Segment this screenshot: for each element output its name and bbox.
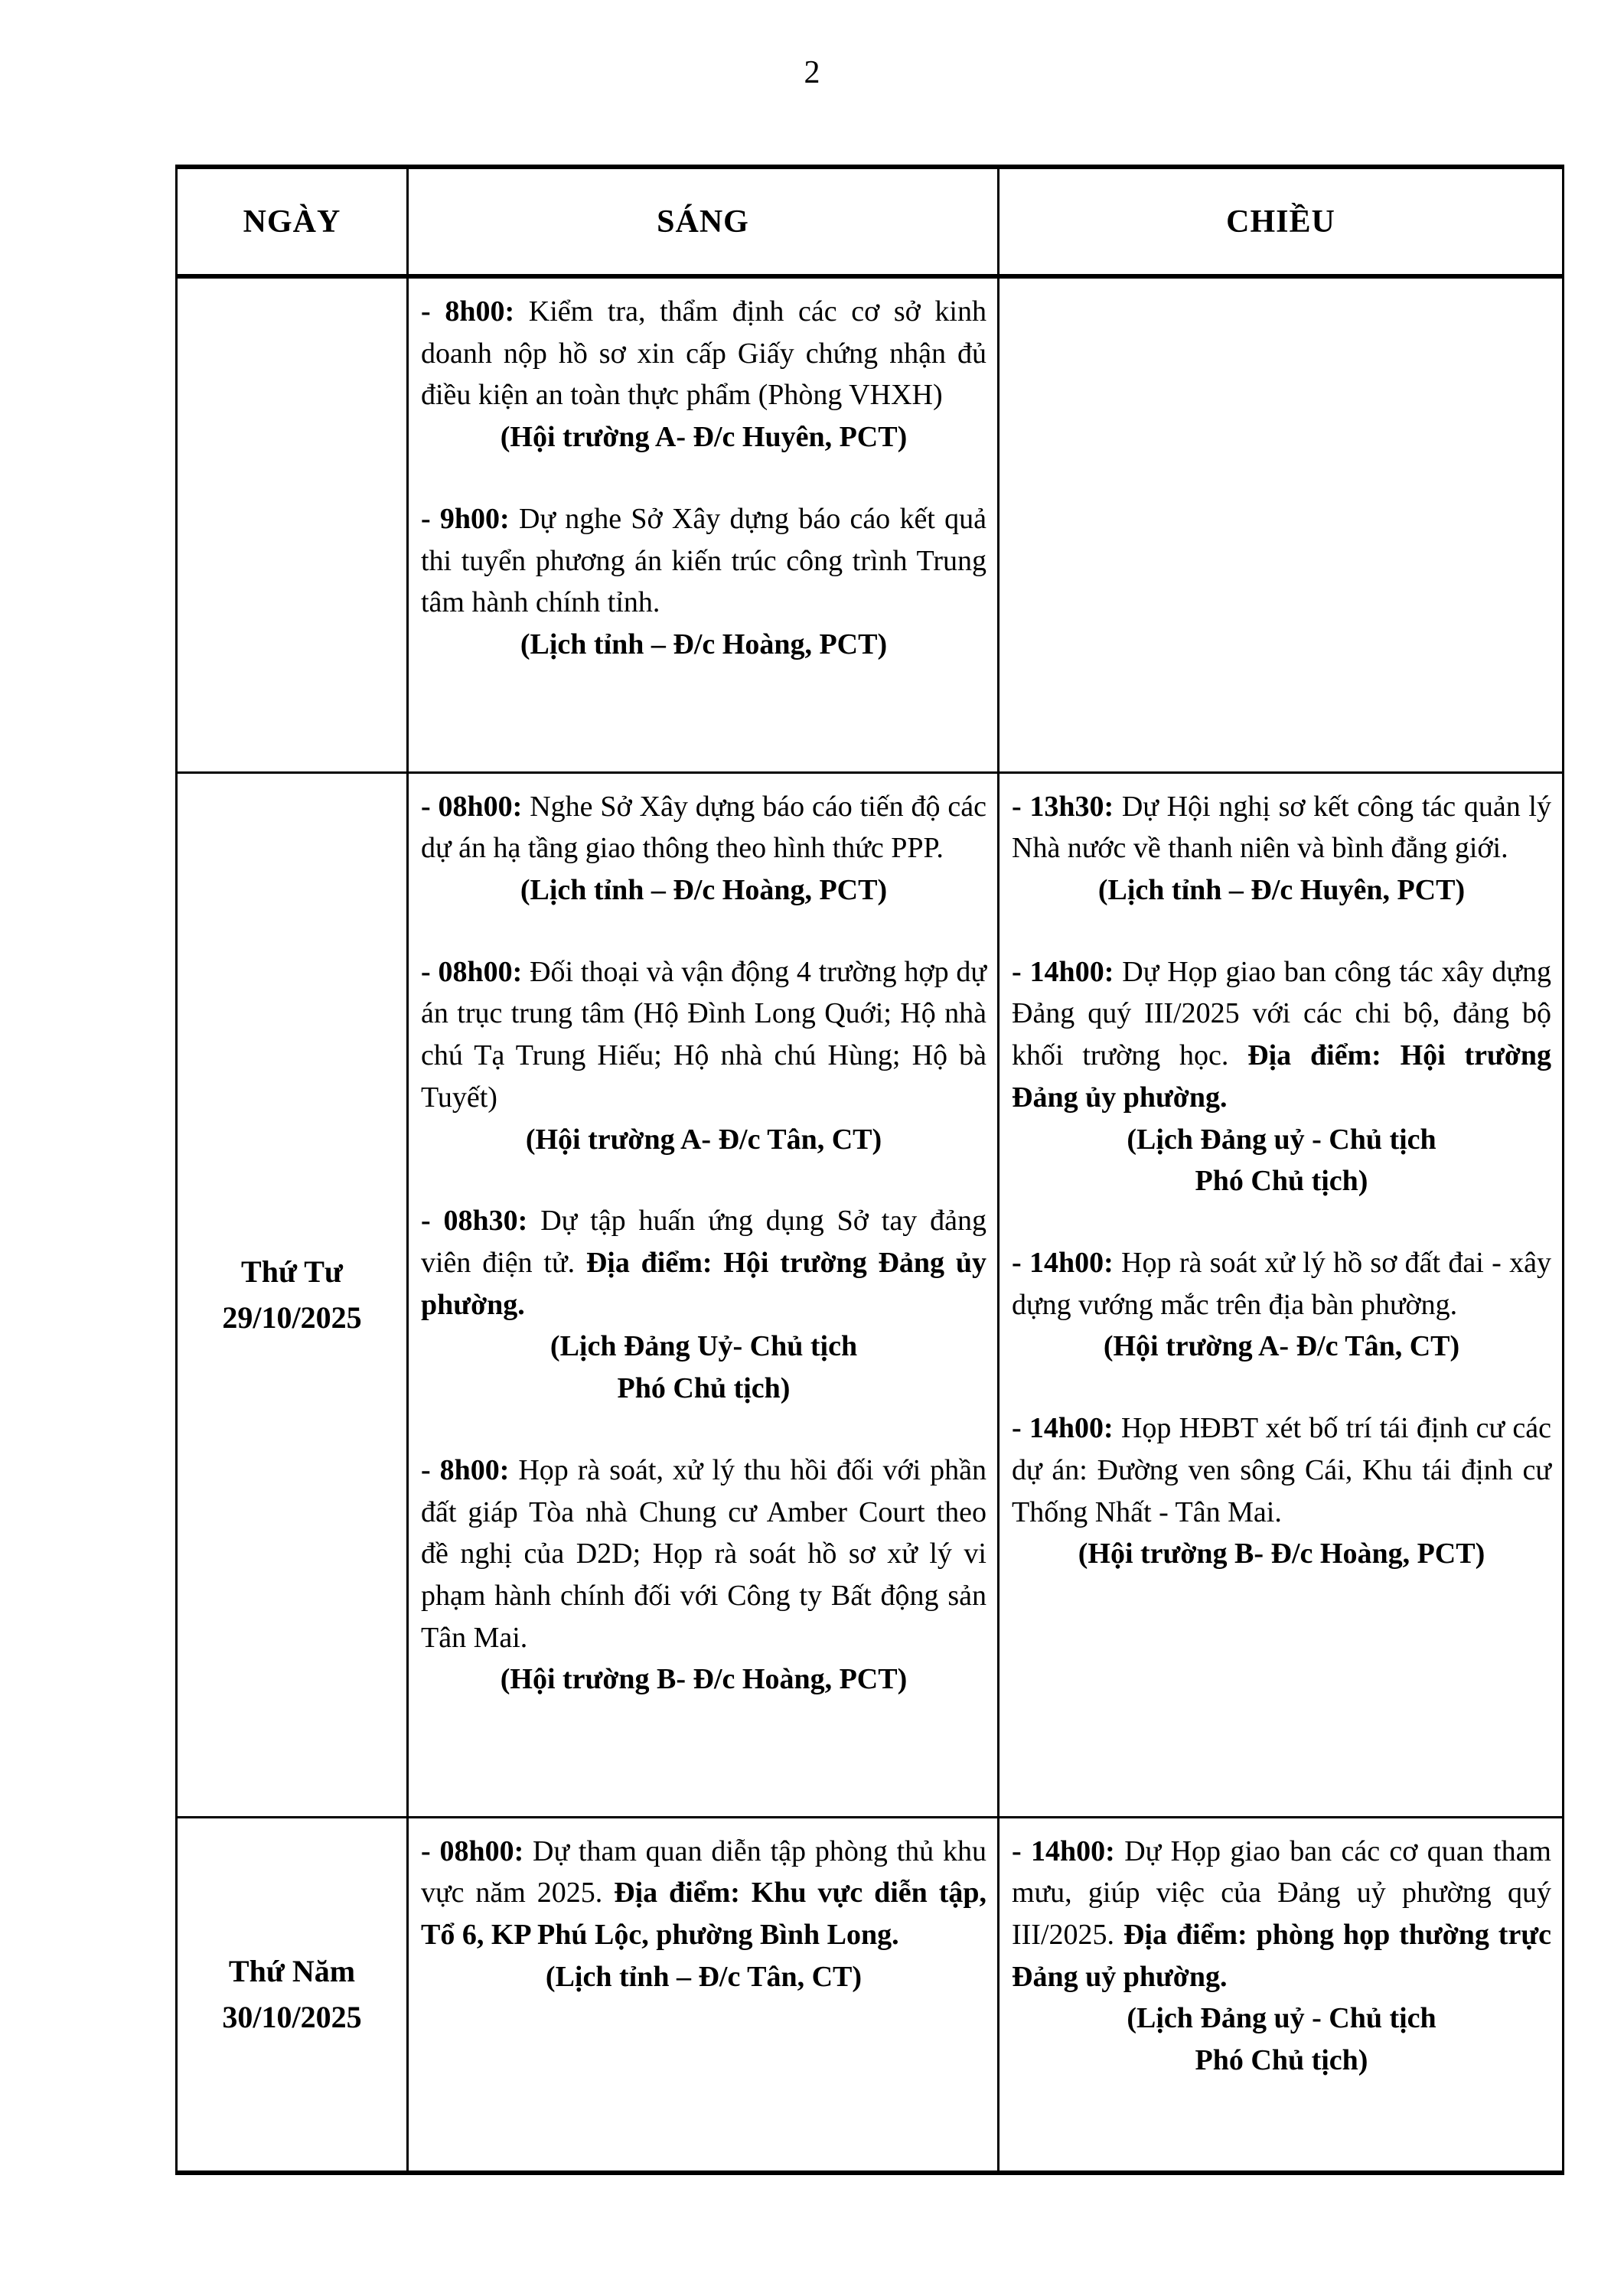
entry-location: (Hội trường A- Đ/c Huyên, PCT) <box>500 421 908 454</box>
morning-cell <box>408 1817 999 2173</box>
entry-text <box>421 951 986 1119</box>
entry-location: (Lịch Đảng uỷ - Chủ tịch <box>1127 1123 1436 1156</box>
schedule-row <box>177 1817 1564 2173</box>
entry-segment: Kiểm tra, thẩm định các cơ sở kinh doanh nộp hồ sơ xin cấp Giấy chứng nhận đủ điều kiện an toàn thực phẩm (Phòng VHXH) <box>421 295 986 412</box>
entry-emphasis: Địa điểm: Hội trường Đảng ủy phường. <box>421 1246 986 1321</box>
entry-segment: Họp rà soát, xử lý thu hồi đối với phần đất giáp Tòa nhà Chung cư Amber Court theo đề nghị của D2D; Họp rà soát hồ sơ xử lý vi phạm hành chính đối với Công ty Bất động sản Tân Mai. <box>421 1453 986 1654</box>
entry-time: - 14h00: <box>1012 1835 1115 1867</box>
entry-location: (Lịch Đảng uỷ - Chủ tịch <box>1127 2002 1436 2035</box>
entry-text <box>421 291 986 416</box>
entry-emphasis: Địa điểm: phòng họp thường trực Đảng uỷ phường. <box>1012 1918 1551 1993</box>
entry-segment: Họp HĐBT xét bố trí tái định cư các dự án: Đường ven sông Cái, Khu tái định cư Thống Nhất - Tân Mai. <box>1012 1412 1551 1528</box>
date-line: Thứ Tư <box>241 1254 343 1289</box>
entry-location: (Hội trường A- Đ/c Tân, CT) <box>525 1123 882 1156</box>
entry-segment: Đối thoại và vận động 4 trường hợp dự án trục trung tâm (Hộ Đình Long Quới; Hộ nhà chú Tạ Trung Hiếu; Hộ nhà chú Hùng; Hộ bà Tuyết) <box>421 955 986 1114</box>
date-line: 30/10/2025 <box>222 1999 362 2034</box>
schedule-row <box>177 772 1564 1817</box>
entry-location: (Lịch Đảng Uỷ- Chủ tịch <box>549 1330 858 1363</box>
schedule-entry <box>421 1450 986 1701</box>
entry-time: - 13h30: <box>1012 790 1114 823</box>
entry-text <box>1012 1242 1551 1326</box>
entry-location: (Hội trường B- Đ/c Hoàng, PCT) <box>1078 1538 1485 1570</box>
entry-text <box>1012 786 1551 869</box>
schedule-table <box>175 165 1564 2175</box>
entry-location: (Lịch tỉnh – Đ/c Huyên, PCT) <box>1097 873 1466 906</box>
afternoon-cell <box>999 772 1564 1817</box>
schedule-entry <box>421 498 986 666</box>
entry-segment: Dự nghe Sở Xây dựng báo cáo kết quả thi tuyển phương án kiến trúc công trình Trung tâm hành chính tỉnh. <box>421 502 986 619</box>
entry-emphasis: Địa điểm: Hội trường Đảng ủy phường. <box>1012 1039 1551 1114</box>
entry-text <box>1012 951 1551 1119</box>
entry-location: Phó Chủ tịch) <box>1195 2044 1368 2077</box>
entry-location: (Hội trường A- Đ/c Tân, CT) <box>1103 1330 1460 1363</box>
entry-text <box>421 1200 986 1326</box>
date-line: Thứ Năm <box>228 1953 356 1988</box>
entry-text <box>1012 1407 1551 1533</box>
entry-location: (Lịch tỉnh – Đ/c Hoàng, PCT) <box>520 873 888 906</box>
date-cell <box>177 276 408 772</box>
entry-time: - 14h00: <box>1012 1246 1114 1279</box>
schedule-entry <box>421 786 986 912</box>
entry-text <box>421 498 986 624</box>
entry-emphasis: Địa điểm: Khu vực diễn tập, Tổ 6, KP Phú Lộc, phường Bình Long. <box>421 1877 987 1951</box>
schedule-entry <box>421 951 986 1161</box>
entry-location: (Lịch tỉnh – Đ/c Hoàng, PCT) <box>520 628 888 661</box>
entry-text <box>421 1831 986 1956</box>
entry-segment: Dự Hội nghị sơ kết công tác quản lý Nhà nước về thanh niên và bình đẳng giới. <box>1012 790 1551 865</box>
afternoon-cell <box>999 276 1564 772</box>
schedule-entry <box>1012 1407 1551 1575</box>
page-number: 2 <box>804 55 820 90</box>
schedule-entry <box>1012 951 1551 1202</box>
entry-segment: Dự Họp giao ban công tác xây dựng Đảng quý III/2025 với các chi bộ, đảng bộ khối trường học. <box>1012 955 1551 1072</box>
date-line: 29/10/2025 <box>222 1300 362 1335</box>
morning-cell <box>408 276 999 772</box>
schedule-entry <box>421 1200 986 1410</box>
schedule-entry <box>1012 1242 1551 1368</box>
entry-time: - 14h00: <box>1012 1412 1114 1445</box>
entry-time: - 8h00: <box>421 295 515 328</box>
entry-segment: Dự tham quan diễn tập phòng thủ khu vực năm 2025. <box>421 1835 986 1910</box>
entry-time: - 08h00: <box>421 790 523 823</box>
entry-segment: Họp rà soát xử lý hồ sơ đất đai - xây dựng vướng mắc trên địa bàn phường. <box>1012 1246 1551 1321</box>
entry-segment: Dự Họp giao ban các cơ quan tham mưu, giúp việc của Đảng uỷ phường quý III/2025. <box>1012 1835 1551 1951</box>
col-header-ngay: NGÀY <box>177 167 408 276</box>
entry-segment: Nghe Sở Xây dựng báo cáo tiến độ các dự án hạ tầng giao thông theo hình thức PPP. <box>421 790 986 865</box>
entry-time: - 9h00: <box>421 502 510 535</box>
entry-time: - 08h00: <box>421 1835 524 1867</box>
entry-location: (Hội trường B- Đ/c Hoàng, PCT) <box>500 1663 908 1696</box>
schedule-table-header <box>177 167 1564 276</box>
entry-location: (Lịch tỉnh – Đ/c Tân, CT) <box>545 1960 863 1993</box>
date-cell <box>177 1817 408 2173</box>
morning-cell <box>408 772 999 1817</box>
schedule-table-body <box>177 276 1564 2173</box>
entry-time: - 8h00: <box>421 1453 510 1486</box>
schedule-entry <box>1012 1831 1551 2082</box>
entry-text <box>1012 1831 1551 1998</box>
col-header-chieu: CHIỀU <box>999 167 1564 276</box>
schedule-entry <box>421 291 986 458</box>
header-row <box>177 167 1564 276</box>
entry-location: Phó Chủ tịch) <box>1195 1165 1368 1198</box>
schedule-row <box>177 276 1564 772</box>
entry-time: - 14h00: <box>1012 955 1114 988</box>
afternoon-cell <box>999 1817 1564 2173</box>
entry-time: - 08h00: <box>421 955 523 988</box>
schedule-entry <box>1012 786 1551 912</box>
entry-segment: Dự tập huấn ứng dụng Sở tay đảng viên điện tử. <box>421 1205 986 1279</box>
date-cell <box>177 772 408 1817</box>
entry-location: Phó Chủ tịch) <box>617 1372 791 1405</box>
entry-time: - 08h30: <box>421 1205 528 1238</box>
schedule-entry <box>421 1831 986 1998</box>
entry-text <box>421 1450 986 1659</box>
col-header-sang: SÁNG <box>408 167 999 276</box>
entry-text <box>421 786 986 869</box>
